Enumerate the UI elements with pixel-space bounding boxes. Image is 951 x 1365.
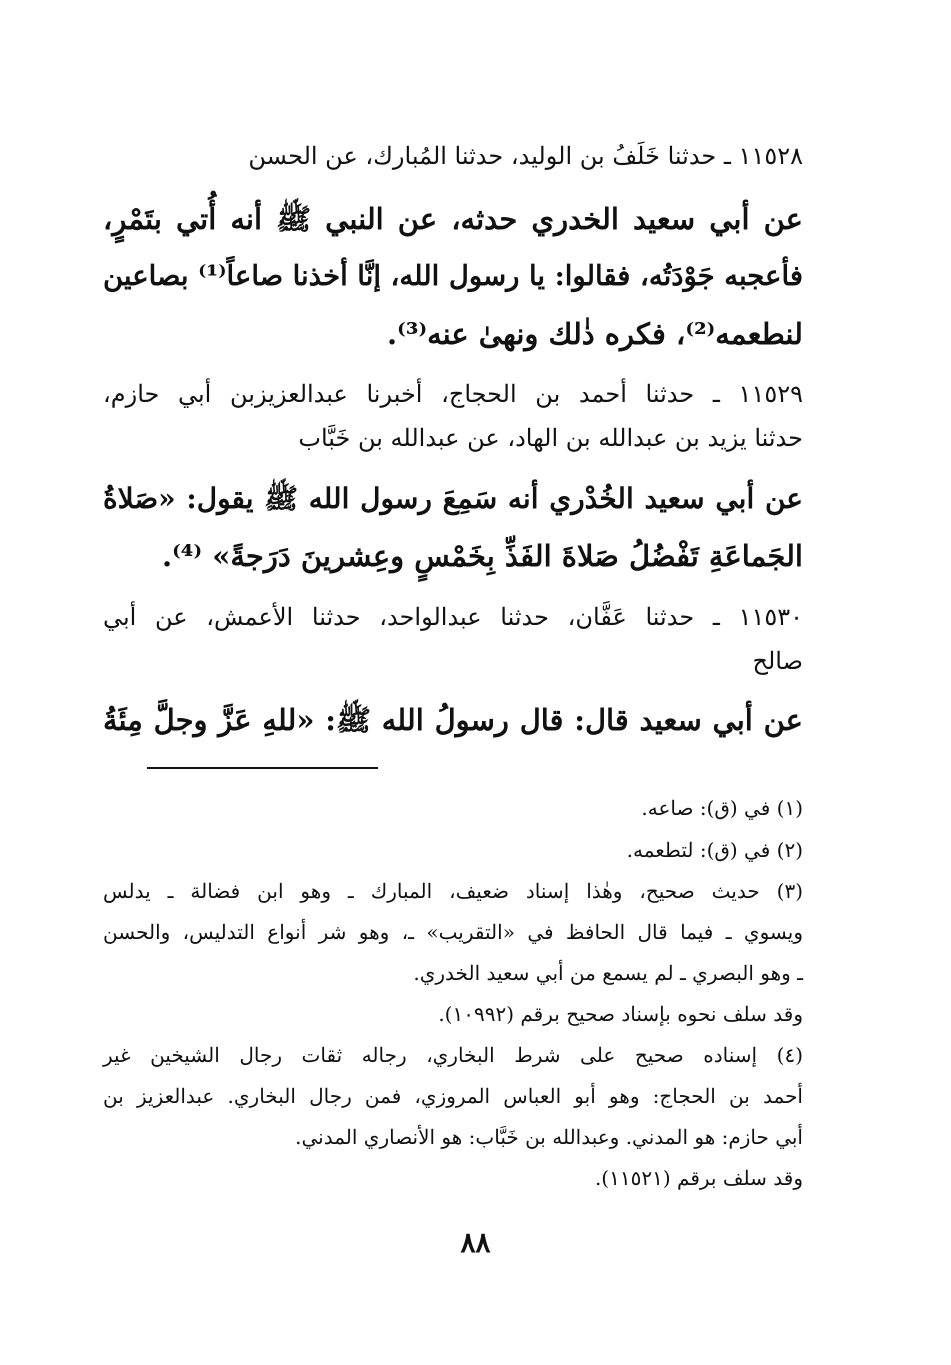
hadith-11529-isnad-line-2: حدثنا يزيد بن عبدالله بن الهاد، عن عبدالله بن خَبَّاب	[298, 424, 803, 452]
footnote-4-line-2: أحمد بن الحجاج: وهو أبو العباس المروزي، فمن رجال البخاري. عبدالعزيز بن	[103, 1084, 803, 1108]
footnote-3-line-1: (٣) حديث صحيح، وهٰذا إسناد ضعيف، المبارك ـ وهو ابن فضالة ـ يدلس	[103, 879, 803, 903]
footnote-3-crossref: وقد سلف نحوه بإسناد صحيح برقم (١٠٩٩٢).	[438, 1002, 803, 1026]
footnote-4-crossref: وقد سلف برقم (١١٥٢١).	[594, 1166, 803, 1190]
footnote-1: (١) في (ق): صاعه.	[641, 796, 803, 820]
hadith-11530-isnad-line-1: ١١٥٣٠ ـ حدثنا عَفَّان، حدثنا عبدالواحد، حدثنا الأعمش، عن أبي	[103, 603, 804, 631]
hadith-11528-isnad-line-1: ١١٥٢٨ ـ حدثنا خَلَفُ بن الوليد، حدثنا المُبارك، عن الحسن	[248, 142, 803, 170]
hadith-11528-matn-line-2: فأعجبه جَوْدَتُه، فقالوا: يا رسول الله، إنَّا أخذنا صاعاً⁽¹⁾ بصاعين	[103, 260, 803, 292]
page-number: ٨٨	[460, 1226, 491, 1259]
footnote-4-line-1: (٤) إسناده صحيح على شرط البخاري، رجاله ثقات رجال الشيخين غير	[103, 1043, 803, 1067]
hadith-11529-matn-line-1: عن أبي سعيد الخُدْري أنه سَمِعَ رسول الله ﷺ يقول: «صَلاةُ	[103, 482, 803, 515]
hadith-11529-matn-line-2: الجَماعَةِ تَفْضُلُ صَلاةَ الفَذِّ بِخَمْسٍ وعِشرينَ دَرَجةً» ⁽⁴⁾.	[162, 539, 803, 573]
hadith-11528-matn-line-1: عن أبي سعيد الخدري حدثه، عن النبي ﷺ أنه أُتي بتَمْرٍ،	[103, 202, 803, 236]
hadith-11530-matn-line-1: عن أبي سعيد قال: قال رسولُ الله ﷺ: «للهِ عَزَّ وجلَّ مِئَةُ	[103, 703, 803, 737]
footnote-3-line-2: ويسوي ـ فيما قال الحافظ في «التقريب» ـ، وهو شر أنواع التدليس، والحسن	[103, 920, 803, 944]
footnote-4-line-3: أبي حازم: هو المدني. وعبدالله بن خَبَّاب: هو الأنصاري المدني.	[295, 1125, 803, 1149]
hadith-11530-isnad-line-2: صالح	[752, 647, 803, 675]
footnote-2: (٢) في (ق): لتطعمه.	[626, 838, 803, 862]
hadith-11529-isnad-line-1: ١١٥٢٩ ـ حدثنا أحمد بن الحجاج، أخبرنا عبدالعزيزبن أبي حازم،	[103, 380, 803, 408]
footnote-separator	[147, 767, 378, 769]
footnote-3-line-3: ـ وهو البصري ـ لم يسمع من أبي سعيد الخدري.	[413, 961, 803, 985]
hadith-11528-matn-line-3: لنطعمه⁽²⁾، فكره ذٰلك ونهىٰ عنه⁽³⁾.	[387, 317, 803, 351]
